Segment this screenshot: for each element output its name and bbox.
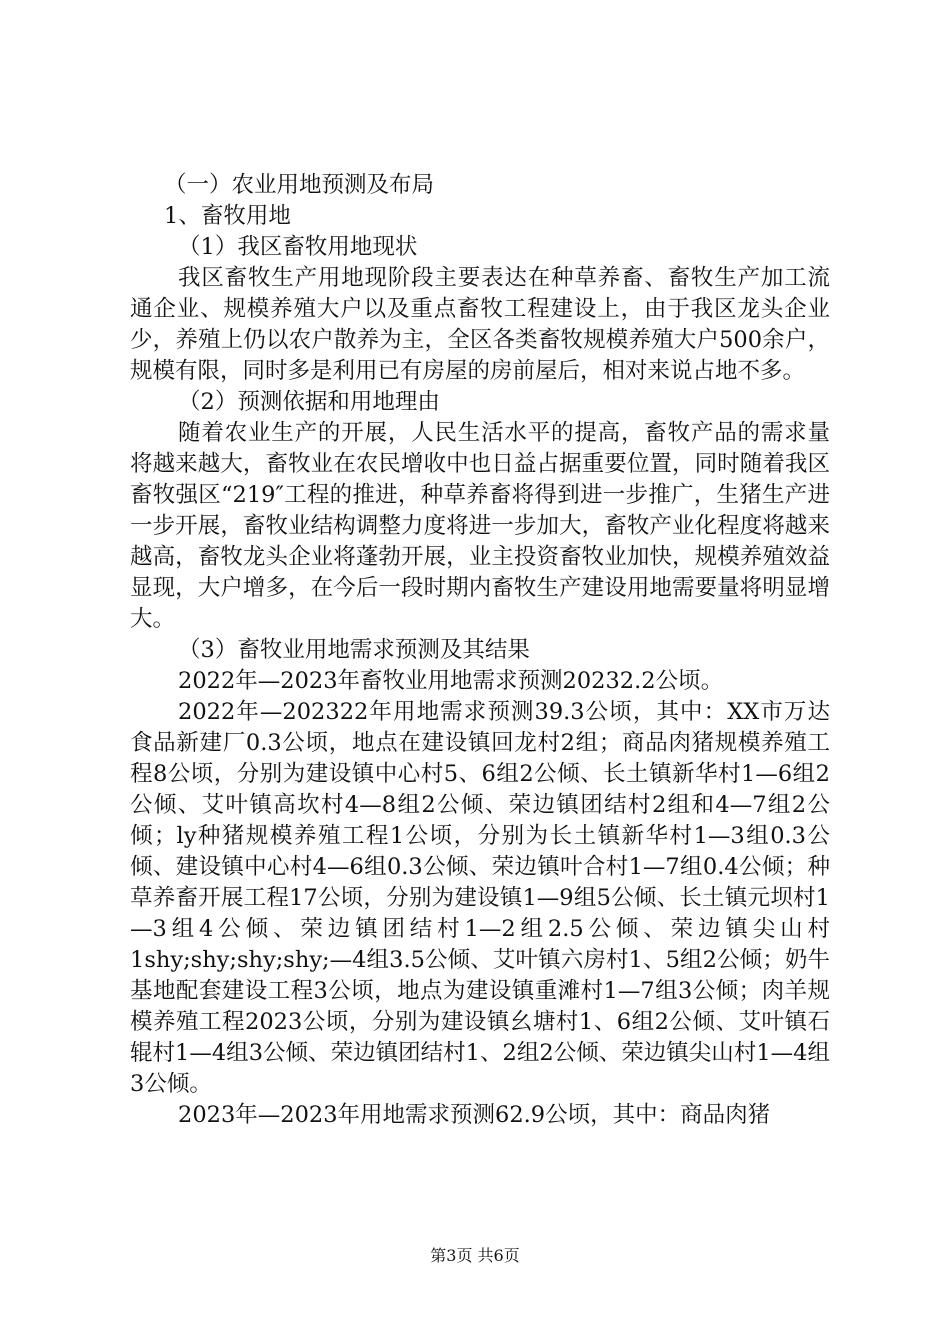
section-2-paragraph: 随着农业生产的开展，人民生活水平的提高，畜牧产品的需求量将越来越大，畜牧业在农民增收中也日益占据重要位置，同时随着我区畜牧强区“219″工程的推进，种草养畜将得到进一步推广，生猪生产进一步开展，畜牧业结构调整力度将进一步加大，畜牧产业化程度将越来越高，畜牧龙头企业将蓬勃开展，业主投资畜牧业加快，规模养殖效益显现，大户增多，在今后一段时期内畜牧生产建设用地需要量将明显增大。 [130, 420, 830, 632]
section-1-title: （1）我区畜牧用地现状 [178, 234, 418, 260]
section-1-paragraph: 我区畜牧生产用地现阶段主要表达在种草养畜、畜牧生产加工流通企业、规模养殖大户以及重点畜牧工程建设上，由于我区龙头企业少，养殖上仍以农户散养为主，全区各类畜牧规模养殖大户500余户，规模有限，同时多是利用已有房屋的房前屋后，相对来说占地不多。 [130, 265, 830, 384]
section-3-paragraph-2: 2022年—202322年用地需求预测39.3公顷，其中：XX市万达食品新建厂0.3公顷，地点在建设镇回龙村2组；商品肉猪规模养殖工程8公顷，分别为建设镇中心村5、6组2公倾、长土镇新华村1—6组2公倾、艾叶镇高坎村4—8组2公倾、荣边镇团结村2组和4—7组2公倾；ly种猪规模养殖工程1公顷，分别为长土镇新华村1—3组0.3公倾、建设镇中心村4—6组0.3公倾、荣边镇叶合村1—7组0.4公倾；种草养畜开展工程17公顷，分别为建设镇1—9组5公倾、长土镇元坝村1—3组4公倾、荣边镇团结村1—2组2.5公倾、荣边镇尖山村1shy;shy;shy;shy;—4组3.5公倾、艾叶镇六房村1、5组2公倾；奶牛基地配套建设工程3公顷，地点为建设镇重滩村1—7组3公倾；肉羊规模养殖工程2023公顷，分别为建设镇幺塘村1、6组2公倾、艾叶镇石辊村1—4组3公倾、荣边镇团结村1、2组2公倾、荣边镇尖山村1—4组3公倾。 [130, 699, 830, 1097]
section-2-title: （2）预测依据和用地理由 [178, 389, 440, 415]
heading-agricultural-land: （一）农业用地预测及布局 [164, 172, 435, 198]
section-3-paragraph-3: 2023年—2023年用地需求预测62.9公顷，其中：商品肉猪 [178, 1102, 771, 1128]
page-footer: 第3页 共6页 [430, 1246, 520, 1265]
document-body [130, 170, 830, 1131]
section-3-title: （3）畜牧业用地需求预测及其结果 [178, 637, 530, 663]
section-3-paragraph-1: 2022年—2023年畜牧业用地需求预测20232.2公顷。 [178, 668, 724, 694]
heading-livestock-land: 1、畜牧用地 [164, 203, 291, 229]
